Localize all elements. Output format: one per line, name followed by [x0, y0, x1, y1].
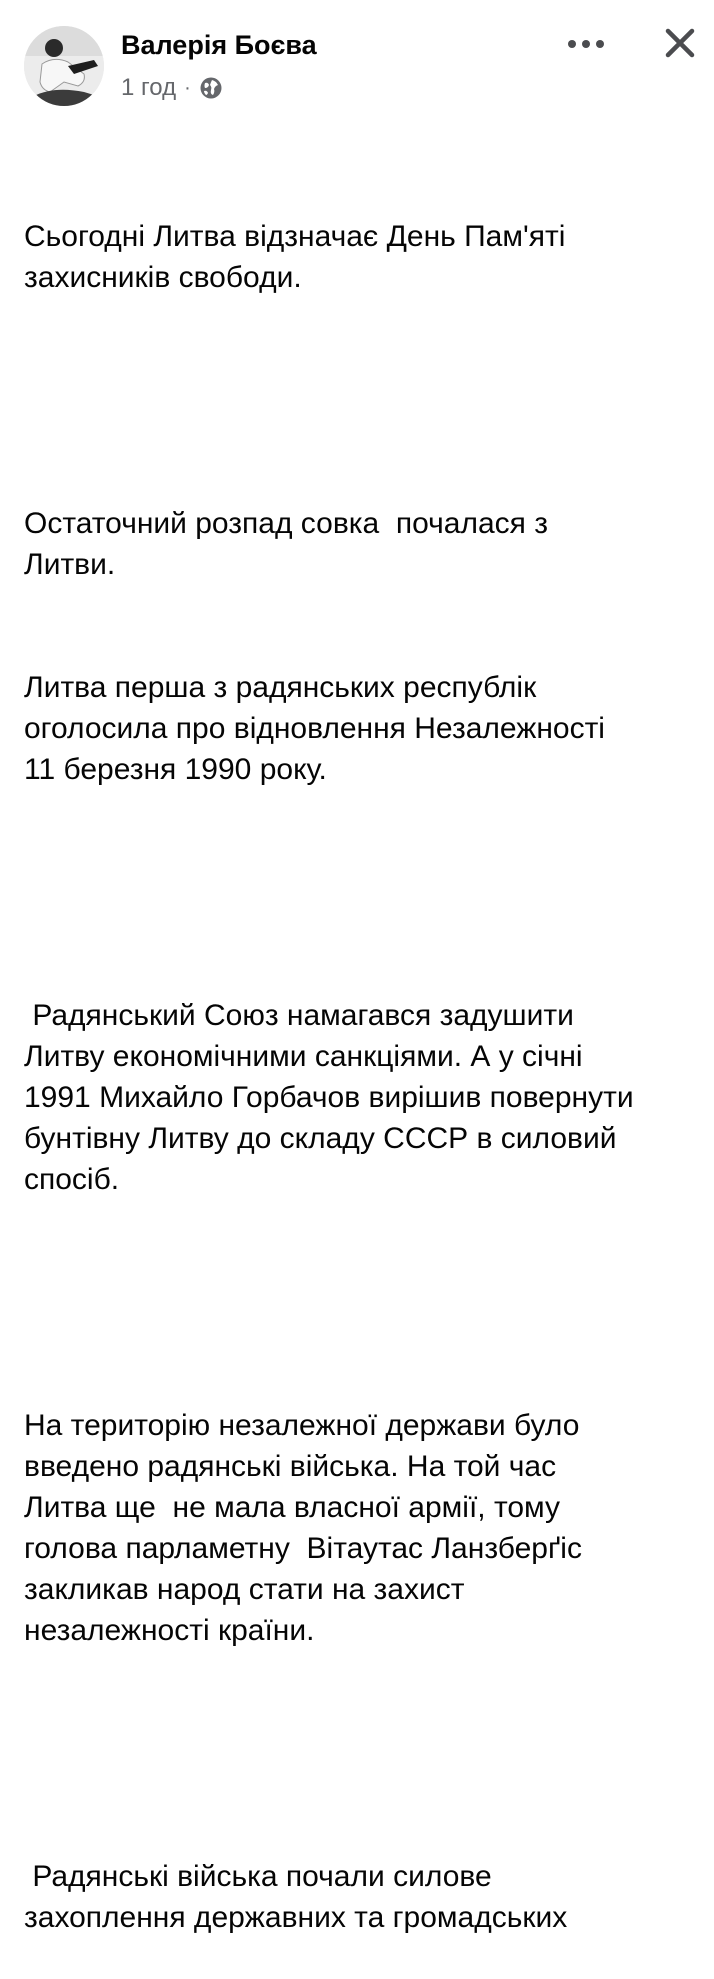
close-button[interactable]	[656, 20, 704, 66]
post-header	[0, 0, 714, 118]
post-paragraph-gap	[24, 872, 704, 913]
more-options-button[interactable]	[562, 24, 610, 64]
globe-icon	[199, 76, 223, 100]
post-paragraph: Сьогодні Литва відзначає День Пам'яті захисників свободи.	[24, 220, 566, 294]
post-meta	[121, 72, 223, 104]
post-paragraph-gap	[24, 380, 704, 421]
author-name[interactable]: Валерія Боєва	[121, 30, 317, 60]
post-paragraph-gap	[24, 1282, 704, 1323]
post-paragraph: На територію незалежної держави було введено радянські війська. На той час Литва ще не мала власної армії, тому голова парламетну Вітаутас Ланзберґіс закликав народ стати на захист незалежності країни.	[24, 1409, 582, 1647]
post-paragraph: Радянський Союз намагався задушити Литву економічними санкціями. А у січні 1991 Михайло Горбачов вирішив повернути бунтівну Литву до складу СССР в силовий спосіб.	[24, 999, 634, 1196]
post-paragraph: Радянські війська почали силове захоплення державних та громадських	[24, 1860, 568, 1934]
post-time[interactable]: 1 год	[121, 74, 177, 101]
post-paragraph: Остаточний розпад совка почалася з Литви.	[24, 507, 549, 581]
meta-separator: ·	[184, 76, 191, 99]
post-paragraph: Литва перша з радянських республік оголосила про відновлення Незалежності 11 березня 1990 року.	[24, 671, 605, 786]
more-horizontal-icon	[566, 38, 606, 50]
avatar-photo	[24, 26, 104, 106]
close-icon	[664, 27, 696, 59]
post-text	[24, 134, 704, 1979]
avatar[interactable]	[24, 26, 104, 106]
post-paragraph-gap	[24, 1733, 704, 1774]
